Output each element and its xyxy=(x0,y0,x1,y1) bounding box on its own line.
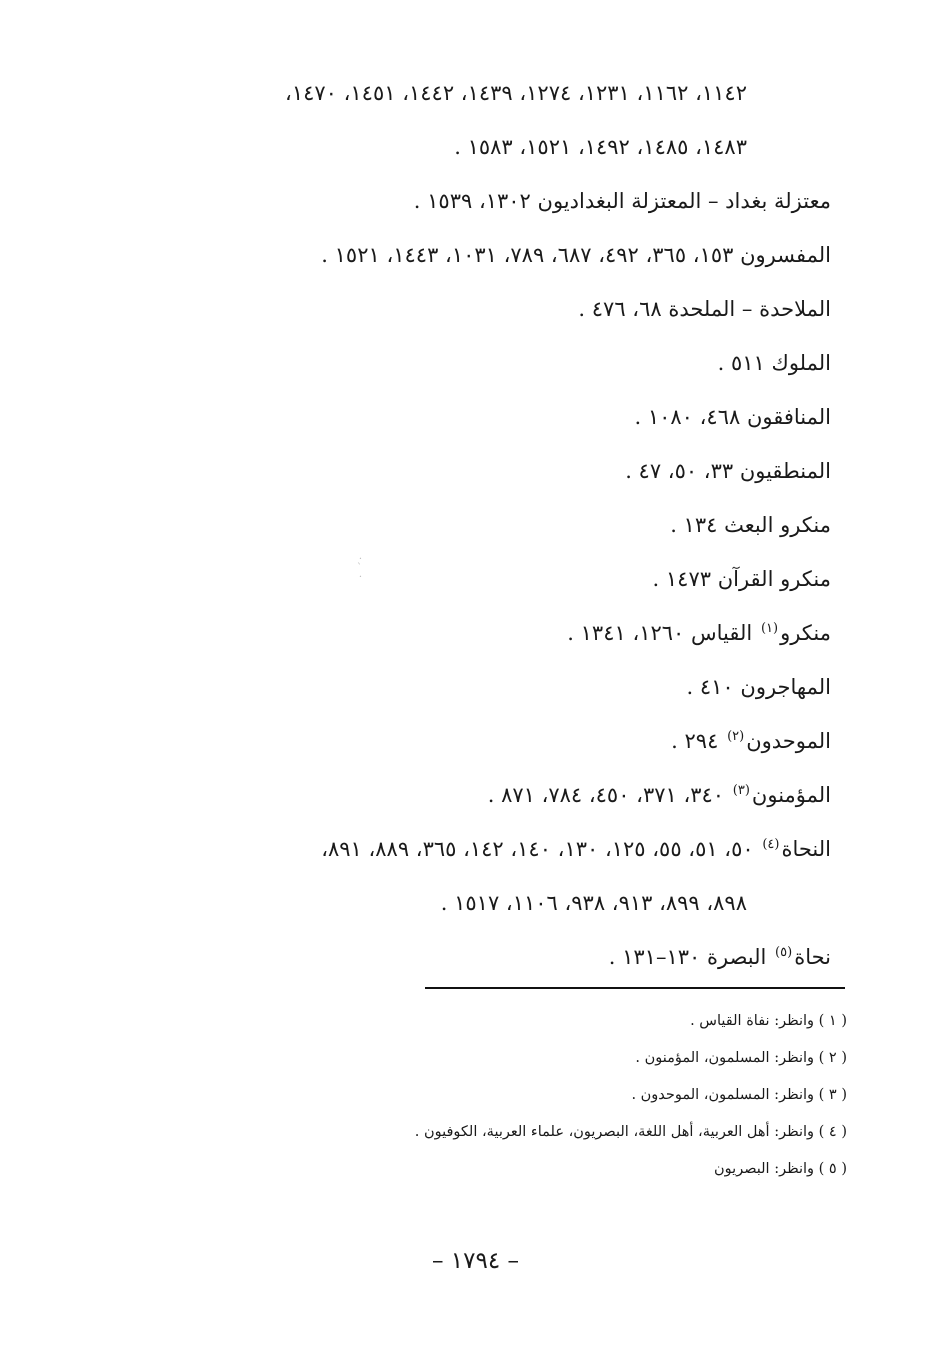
entry-head: الموحدون xyxy=(746,729,831,753)
entry-pages: ١٤٨٣، ١٤٨٥، ١٤٩٢، ١٥٢١، ١٥٨٣ . xyxy=(454,135,747,159)
index-entry xyxy=(111,606,831,660)
footnote: ( ٤ ) وانظر: أهل العربية، أهل اللغة، البصريون، علماء العربية، الكوفيون . xyxy=(414,1124,847,1140)
footnote: ( ٥ ) وانظر: البصريون xyxy=(714,1161,847,1177)
footnote-marker: (٢) xyxy=(727,729,745,744)
entry-pages: البصرة ١٣٠–١٣١ . xyxy=(608,945,767,969)
footnote: ( ٢ ) وانظر: المسلمون، المؤمنون . xyxy=(635,1050,847,1066)
entry-head: المنافقون xyxy=(746,405,831,429)
footnote-marker: (٥) xyxy=(775,945,793,960)
entry-pages: ١٣٤ . xyxy=(670,513,718,537)
index-entry xyxy=(111,174,831,228)
index-entry xyxy=(111,336,831,390)
index-entry xyxy=(111,660,831,714)
index-entry xyxy=(111,390,831,444)
index-entry xyxy=(111,876,831,930)
entry-pages: ١٤٧٣ . xyxy=(652,567,712,591)
footnote-marker: (٤) xyxy=(762,837,780,852)
entry-head: الملوك xyxy=(771,351,831,375)
entry-head: المفسرون xyxy=(740,243,831,267)
entry-head: النحاة xyxy=(781,837,831,861)
entry-pages: ١٥٣، ٣٦٥، ٤٩٢، ٦٨٧، ٧٨٩، ١٠٣١، ١٤٤٣، ١٥٢١ . xyxy=(321,243,734,267)
scan-specks: · ˋ · xyxy=(357,554,362,583)
entry-pages: ١٣٠٢، ١٥٣٩ . xyxy=(413,189,531,213)
page-number: – ١٧٩٤ – xyxy=(431,1248,520,1274)
footnote: ( ٣ ) وانظر: المسلمون، الموحدون . xyxy=(631,1087,847,1103)
entry-head: منكرو القرآن xyxy=(717,567,831,591)
index-entry xyxy=(111,714,831,768)
entry-pages: ٢٩٤ . xyxy=(671,729,719,753)
entry-head: معتزلة بغداد – المعتزلة البغداديون xyxy=(537,189,831,213)
index-entry xyxy=(111,444,831,498)
entry-pages: ٤٦٨، ١٠٨٠ . xyxy=(634,405,741,429)
index-entry xyxy=(111,552,831,606)
entry-pages: ٦٨، ٤٧٦ . xyxy=(578,297,662,321)
index-entry xyxy=(111,120,831,174)
index-entry xyxy=(111,768,831,822)
entry-head: منكرو xyxy=(780,621,831,645)
entry-pages: ٤١٠ . xyxy=(686,675,734,699)
entry-pages: ٥١١ . xyxy=(717,351,765,375)
entry-pages: ١١٤٢، ١١٦٢، ١٢٣١، ١٢٧٤، ١٤٣٩، ١٤٤٢، ١٤٥١، ١٤٧٠، xyxy=(285,81,747,105)
entry-pages: ٥٠، ٥١، ٥٥، ١٢٥، ١٣٠، ١٤٠، ١٤٢، ٣٦٥، ٨٨٩، ٨٩١، xyxy=(321,837,754,861)
index-entry xyxy=(111,228,831,282)
entry-head: الملاحدة – الملحدة xyxy=(668,297,831,321)
index-entry xyxy=(111,66,831,120)
entry-head: المنطقيون xyxy=(739,459,831,483)
entry-head: المؤمنون xyxy=(751,783,831,807)
index-entry xyxy=(111,498,831,552)
entry-head: المهاجرون xyxy=(740,675,831,699)
entry-pages: ٨٩٨، ٨٩٩، ٩١٣، ٩٣٨، ١١٠٦، ١٥١٧ . xyxy=(440,891,747,915)
entry-head: منكرو البعث xyxy=(724,513,831,537)
index-entry xyxy=(111,822,831,876)
index-entry xyxy=(111,930,831,984)
footnote-marker: (٣) xyxy=(732,783,750,798)
footnote-marker: (١) xyxy=(760,621,779,636)
footnotes xyxy=(147,1003,847,1188)
entry-pages: القياس ١٢٦٠، ١٣٤١ . xyxy=(567,621,753,645)
entry-head: نحاة xyxy=(794,945,831,969)
footnote: ( ١ ) وانظر: نفاة القياس . xyxy=(690,1013,847,1029)
entry-pages: ٣٤٠، ٣٧١، ٤٥٠، ٧٨٤، ٨٧١ . xyxy=(487,783,725,807)
index-entries xyxy=(111,66,831,984)
footnote-separator xyxy=(425,987,845,989)
index-entry xyxy=(111,282,831,336)
entry-pages: ٣٣، ٥٠، ٤٧ . xyxy=(625,459,734,483)
